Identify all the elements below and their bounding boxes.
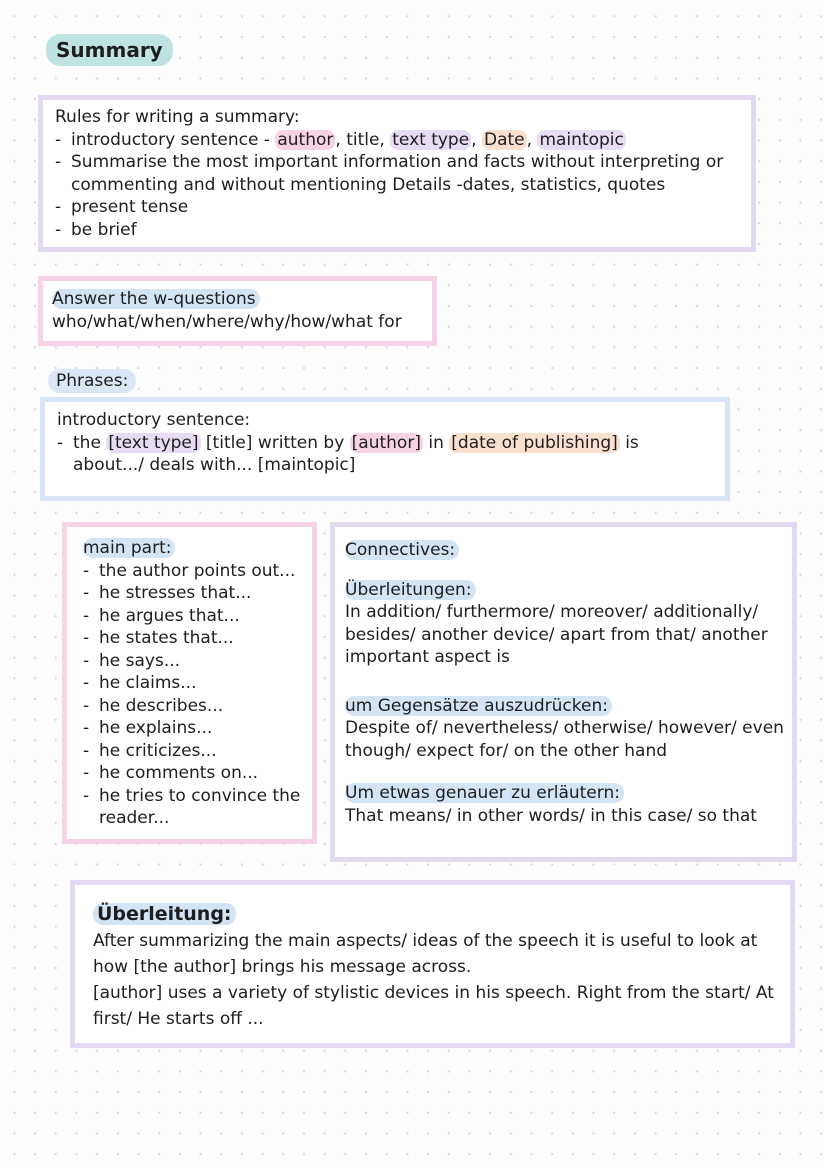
rules-box: [38, 95, 756, 252]
list-item: - be brief: [55, 219, 741, 242]
main-part-heading: main part:: [83, 538, 175, 558]
connectives-sub2-text: Despite of/ nevertheless/ otherwise/ however/ even though/ expect for/ on the other hand: [345, 718, 784, 761]
list-item: - he explains...: [83, 717, 304, 740]
connectives-sub2-heading: um Gegensätze auszudrücken:: [345, 696, 612, 716]
author-highlight: author: [277, 129, 334, 150]
transition-box: [70, 880, 795, 1048]
connectives-heading: Connectives:: [345, 540, 459, 560]
connectives-sub3-text: That means/ in other words/ in this case/ so that: [345, 805, 757, 826]
page-title: Summary: [46, 34, 173, 66]
date-highlight: Date: [484, 129, 525, 150]
list-item: - the author points out...: [83, 560, 304, 583]
transition-heading: Überleitung:: [93, 903, 236, 925]
main-part-list: [83, 560, 304, 830]
list-item: - present tense: [55, 196, 741, 219]
date-highlight: [date of publishing]: [451, 432, 618, 453]
list-item: - he claims...: [83, 672, 304, 695]
rules-list: [55, 129, 741, 242]
w-questions-heading: Answer the w-questions: [52, 289, 260, 309]
connectives-box: [330, 522, 797, 862]
list-item: - he argues that...: [83, 605, 304, 628]
list-item: - he stresses that...: [83, 582, 304, 605]
phrases-label: Phrases:: [48, 369, 136, 393]
list-item: - he tries to convince the reader...: [83, 785, 304, 830]
list-item: - he states that...: [83, 627, 304, 650]
author-highlight: [author]: [351, 432, 421, 453]
list-item: - he describes...: [83, 695, 304, 718]
connectives-sub3-heading: Um etwas genauer zu erläutern:: [345, 783, 624, 803]
text-type-highlight: [text type]: [108, 432, 199, 453]
list-item: - he criticizes...: [83, 740, 304, 763]
list-item: - he says...: [83, 650, 304, 673]
intro-box: [40, 397, 730, 501]
intro-heading: introductory sentence:: [57, 410, 251, 430]
connectives-sub1-heading: Überleitungen:: [345, 580, 476, 600]
w-questions-box: [38, 276, 437, 346]
connectives-sub1-text: In addition/ furthermore/ moreover/ additionally/ besides/ another device/ apart from that/ another important aspect is: [345, 602, 768, 667]
list-item: - the [text type] [title] written by [author] in [date of publishing] is about.../ deals with... [maintopic]: [57, 432, 715, 477]
list-item: - Summarise the most important information and facts without interpreting or commenting and without mentioning Details -dates, statistics, quotes: [55, 151, 741, 196]
main-part-box: [62, 522, 317, 844]
transition-line-2: [author] uses a variety of stylistic devices in his speech. Right from the start/ At first/ He starts off ...: [93, 983, 774, 1029]
list-item: - he comments on...: [83, 762, 304, 785]
rules-heading: Rules for writing a summary:: [55, 107, 300, 127]
maintopic-highlight: maintopic: [539, 129, 624, 150]
text-type-highlight: text type: [392, 129, 470, 150]
list-item: - introductory sentence - author , title, text type , Date , maintopic: [55, 129, 741, 152]
w-questions-line: who/what/when/where/why/how/what for: [52, 311, 402, 332]
transition-line-1: After summarizing the main aspects/ ideas of the speech it is useful to look at how [the author] brings his message across.: [93, 931, 758, 977]
